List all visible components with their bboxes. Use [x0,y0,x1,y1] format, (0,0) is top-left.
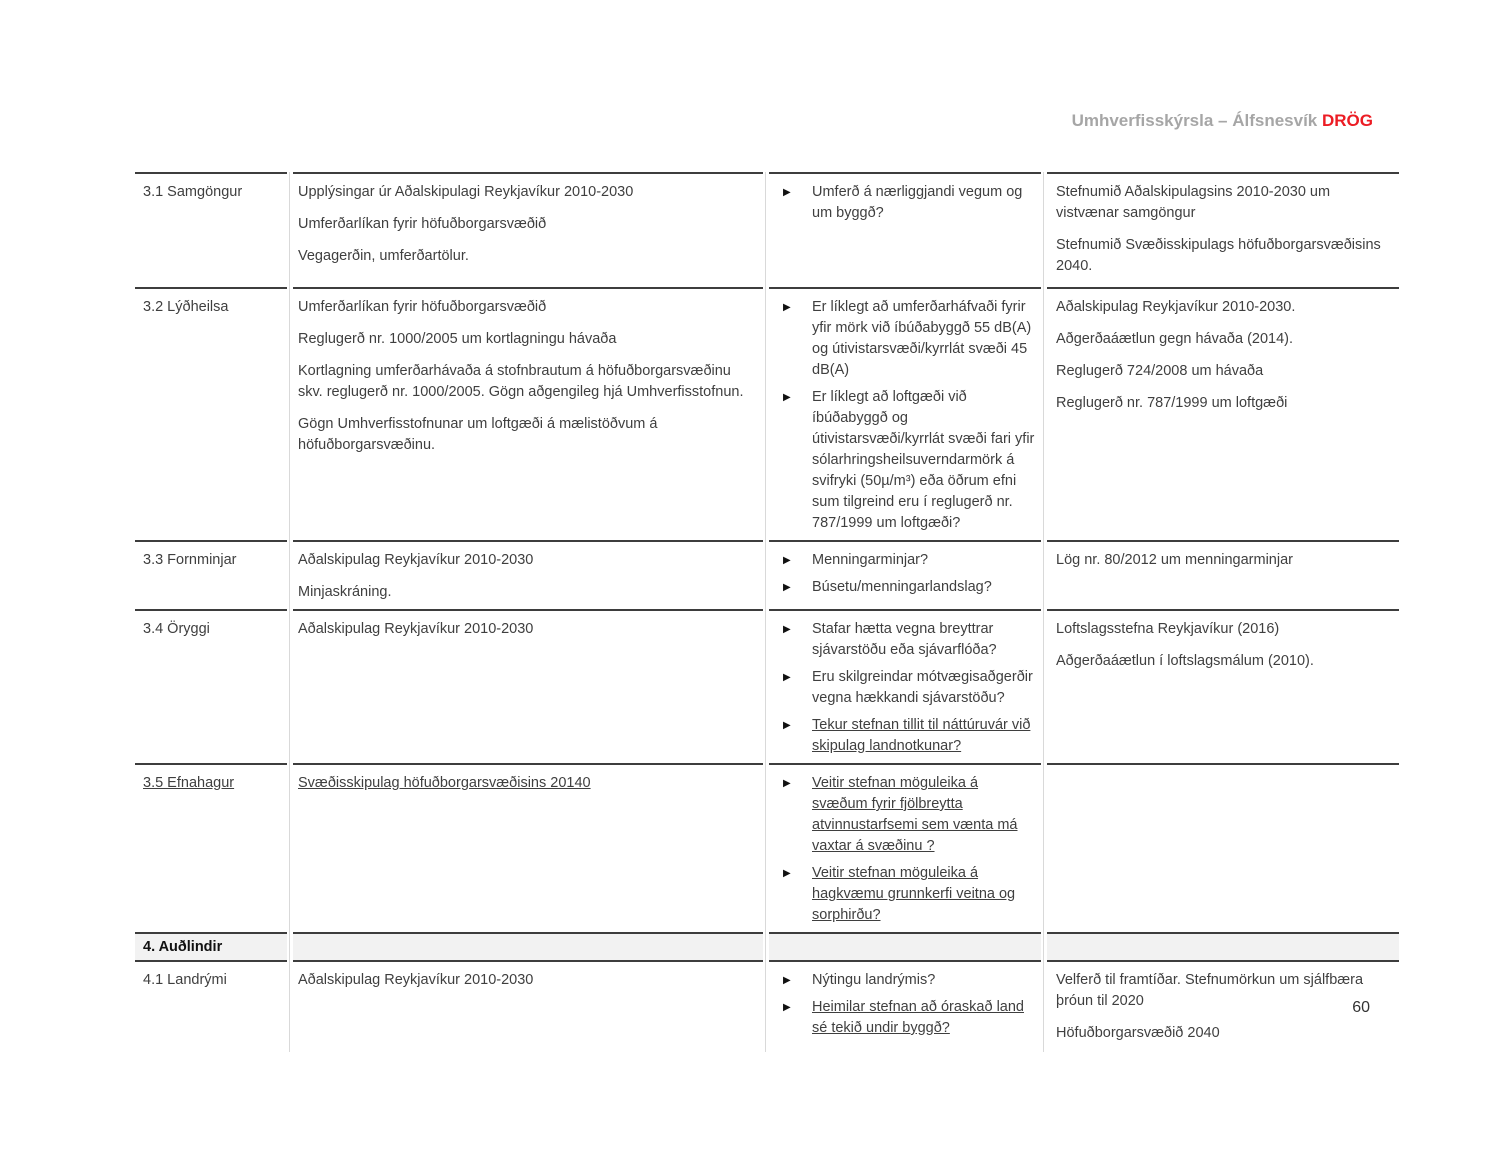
question-text: Búsetu/menningarlandslag? [812,579,992,595]
sources-cell [293,763,763,932]
table-row [135,609,1399,763]
question-text: Menningarminjar? [812,552,929,568]
questions-cell [769,763,1041,932]
section-empty-cell [1047,932,1399,962]
question-item [769,577,1037,598]
question-text: Tekur stefnan tillit til náttúruvár við skipulag landnotkunar? [812,717,1031,754]
header-title: Umhverfisskýrsla – Álfsnesvík [1071,111,1318,130]
references-cell [1047,287,1399,540]
category-cell [135,763,287,932]
question-item [769,619,1037,661]
category-label: 4.1 Landrými [143,972,227,988]
question-item [769,997,1037,1039]
bullet-icon: ▶ [783,187,791,198]
questions-cell [769,172,1041,287]
questions-cell [769,609,1041,763]
question-text: Eru skilgreindar mótvægisaðgerðir vegna hækkandi sjávarstöðu? [812,669,1033,706]
table-row [135,287,1399,540]
source-paragraph: Kortlagning umferðarhávaða á stofnbrautum á höfuðborgarsvæðinu skv. reglugerð nr. 1000/2005. Gögn aðgengileg hjá Umhverfisstofnun. [298,363,744,400]
references-cell [1047,962,1399,1052]
question-item [769,182,1037,224]
source-paragraph: Reglugerð nr. 1000/2005 um kortlagningu hávaða [298,331,617,347]
references-cell [1047,763,1399,932]
references-cell [1047,540,1399,609]
reference-paragraph: Stefnumið Svæðisskipulags höfuðborgarsvæðisins 2040. [1056,237,1381,274]
draft-badge: DRÖG [1322,111,1373,130]
category-label: 3.2 Lýðheilsa [143,299,229,315]
questions-cell [769,962,1041,1052]
question-text: Nýtingu landrýmis? [812,972,936,988]
category-label: 3.1 Samgöngur [143,184,243,200]
source-paragraph: Aðalskipulag Reykjavíkur 2010-2030 [298,552,534,568]
table-row [135,962,1399,1052]
questions-cell [769,540,1041,609]
references-cell [1047,172,1399,287]
bullet-icon: ▶ [783,672,791,683]
reference-paragraph: Höfuðborgarsvæðið 2040 [1056,1025,1220,1041]
source-paragraph: Aðalskipulag Reykjavíkur 2010-2030 [298,972,534,988]
question-text: Umferð á nærliggjandi vegum og um byggð? [812,184,1023,221]
category-cell [135,962,287,1052]
reference-paragraph: Loftslagsstefna Reykjavíkur (2016) [1056,621,1280,637]
category-label: 3.4 Öryggi [143,621,210,637]
category-cell [135,172,287,287]
question-text: Heimilar stefnan að óraskað land sé tekið undir byggð? [812,999,1024,1036]
sources-cell [293,609,763,763]
sources-cell [293,287,763,540]
question-text: Er líklegt að loftgæði við íbúðabyggð og útivistarsvæði/kyrrlát svæði fari yfir sólarhringsheilsuverndarmörk á svifryki (50µ/m³) eða öðrum efni sum tilgreind eru í reglugerð nr. 787/1999 um loftgæði? [812,389,1035,531]
bullet-icon: ▶ [783,392,791,403]
category-label: 3.3 Fornminjar [143,552,237,568]
page-number: 60 [1352,999,1370,1016]
question-item [769,863,1037,926]
category-cell [135,287,287,540]
reference-paragraph: Stefnumið Aðalskipulagsins 2010-2030 um vistvænar samgöngur [1056,184,1331,221]
section-empty-cell [769,932,1041,962]
sources-cell [293,540,763,609]
category-label: 3.5 Efnahagur [143,775,235,791]
source-paragraph: Upplýsingar úr Aðalskipulagi Reykjavíkur 2010-2030 [298,184,634,200]
reference-paragraph: Reglugerð nr. 787/1999 um loftgæði [1056,395,1288,411]
source-paragraph: Umferðarlíkan fyrir höfuðborgarsvæðið [298,299,547,315]
question-item [769,387,1037,534]
section-header-row [135,932,1399,962]
sources-cell [293,172,763,287]
source-paragraph: Umferðarlíkan fyrir höfuðborgarsvæðið [298,216,547,232]
reference-paragraph: Reglugerð 724/2008 um hávaða [1056,363,1264,379]
question-item [769,970,1037,991]
bullet-icon: ▶ [783,302,791,313]
reference-paragraph: Aðgerðaáætlun í loftslagsmálum (2010). [1056,653,1314,669]
table-row [135,172,1399,287]
source-paragraph: Aðalskipulag Reykjavíkur 2010-2030 [298,621,534,637]
section-empty-cell [293,932,763,962]
bullet-icon: ▶ [783,555,791,566]
category-cell [135,540,287,609]
references-cell [1047,609,1399,763]
source-paragraph: Svæðisskipulag höfuðborgarsvæðisins 20140 [298,775,591,791]
question-item [769,715,1037,757]
reference-paragraph: Aðalskipulag Reykjavíkur 2010-2030. [1056,299,1296,315]
question-item [769,297,1037,381]
bullet-icon: ▶ [783,1002,791,1013]
reference-paragraph: Lög nr. 80/2012 um menningarminjar [1056,552,1293,568]
bullet-icon: ▶ [783,778,791,789]
category-cell [135,609,287,763]
question-item [769,550,1037,571]
bullet-icon: ▶ [783,720,791,731]
table-row [135,763,1399,932]
document-table [135,172,1399,1052]
source-paragraph: Minjaskráning. [298,584,392,600]
section-title-cell [135,932,287,962]
question-text: Er líklegt að umferðarháfvaði fyrir yfir mörk við íbúðabyggð 55 dB(A) og útivistarsvæði/kyrrlát svæði 45 dB(A) [812,299,1032,378]
question-text: Stafar hætta vegna breyttrar sjávarstöðu eða sjávarflóða? [812,621,997,658]
source-paragraph: Vegagerðin, umferðartölur. [298,248,469,264]
section-title: 4. Auðlindir [143,939,223,955]
bullet-icon: ▶ [783,975,791,986]
sources-cell [293,962,763,1052]
source-paragraph: Gögn Umhverfisstofnunar um loftgæði á mælistöðvum á höfuðborgarsvæðinu. [298,416,658,453]
bullet-icon: ▶ [783,868,791,879]
question-item [769,667,1037,709]
bullet-icon: ▶ [783,582,791,593]
table-row [135,540,1399,609]
question-item [769,773,1037,857]
page-header [1072,111,1373,131]
question-text: Veitir stefnan möguleika á svæðum fyrir fjölbreytta atvinnustarfsemi sem vænta má vaxtar á svæðinu ? [812,775,1018,854]
questions-cell [769,287,1041,540]
reference-paragraph: Velferð til framtíðar. Stefnumörkun um sjálfbæra þróun til 2020 [1056,972,1364,1009]
question-text: Veitir stefnan möguleika á hagkvæmu grunnkerfi veitna og sorphirðu? [812,865,1016,923]
bullet-icon: ▶ [783,624,791,635]
reference-paragraph: Aðgerðaáætlun gegn hávaða (2014). [1056,331,1294,347]
